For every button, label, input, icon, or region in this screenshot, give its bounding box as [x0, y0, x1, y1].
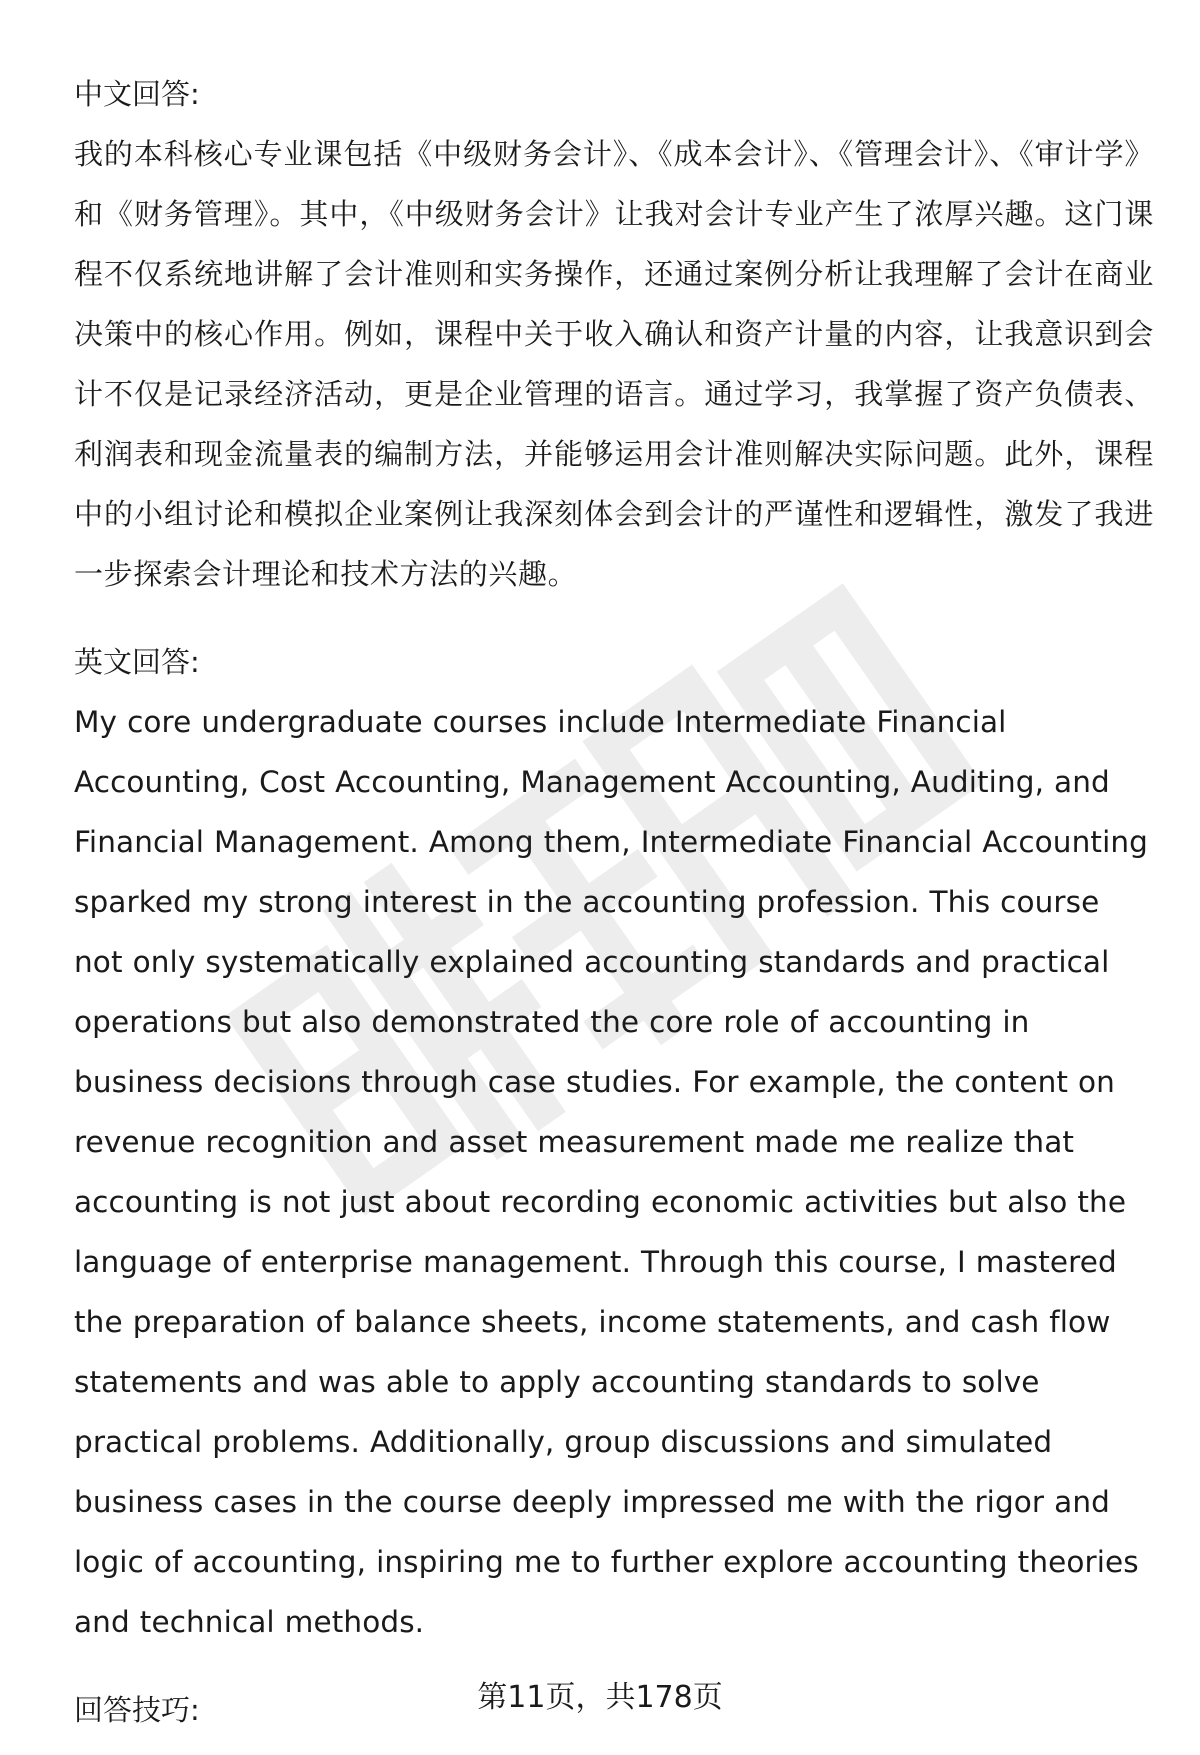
chinese-answer-heading: 中文回答: [74, 77, 200, 111]
answer-tips-heading: 回答技巧: [74, 1693, 200, 1727]
english-answer-body: My core undergraduate courses include Intermediate Financial Accounting, Cost Accounting, Management Accounting, Auditing, and Financial Management. Among them, Intermediate Financial Accounting sparked my strong interest in the accounting profession. This course not only systematically explained accounting standards and practical operations but also demonstrated the core role of accounting in business decisions through case studies. For example, the content on revenue recognition and asset measurement made me realize that accounting is not just about recording economic activities but also the language of enterprise management. Through this course, I mastered the preparation of balance sheets, income statements, and cash flow statements and was able to apply accounting standards to solve practical problems. Additionally, group discussions and simulated business cases in the course deeply impressed me with the rigor and logic of accounting, inspiring me to further explore accounting theories and technical methods. [74, 705, 1148, 1639]
section-spacer [74, 604, 1154, 632]
page-number-footer: 第11页，共178页 [477, 1680, 723, 1715]
content-area [74, 64, 1154, 1740]
chinese-answer-body: 我的本科核心专业课包括《中级财务会计》、《成本会计》、《管理会计》、《审计学》和《财务管理》。其中，《中级财务会计》让我对会计专业产生了浓厚兴趣。这门课程不仅系统地讲解了会计准则和实务操作，还通过案例分析让我理解了会计在商业决策中的核心作用。例如，课程中关于收入确认和资产计量的内容，让我意识到会计不仅是记录经济活动，更是企业管理的语言。通过学习，我掌握了资产负债表、利润表和现金流量表的编制方法，并能够运用会计准则解决实际问题。此外，课程中的小组讨论和模拟企业案例让我深刻体会到会计的严谨性和逻辑性，激发了我进一步探索会计理论和技术方法的兴趣。 [74, 137, 1154, 591]
english-answer-heading: 英文回答: [74, 645, 200, 679]
